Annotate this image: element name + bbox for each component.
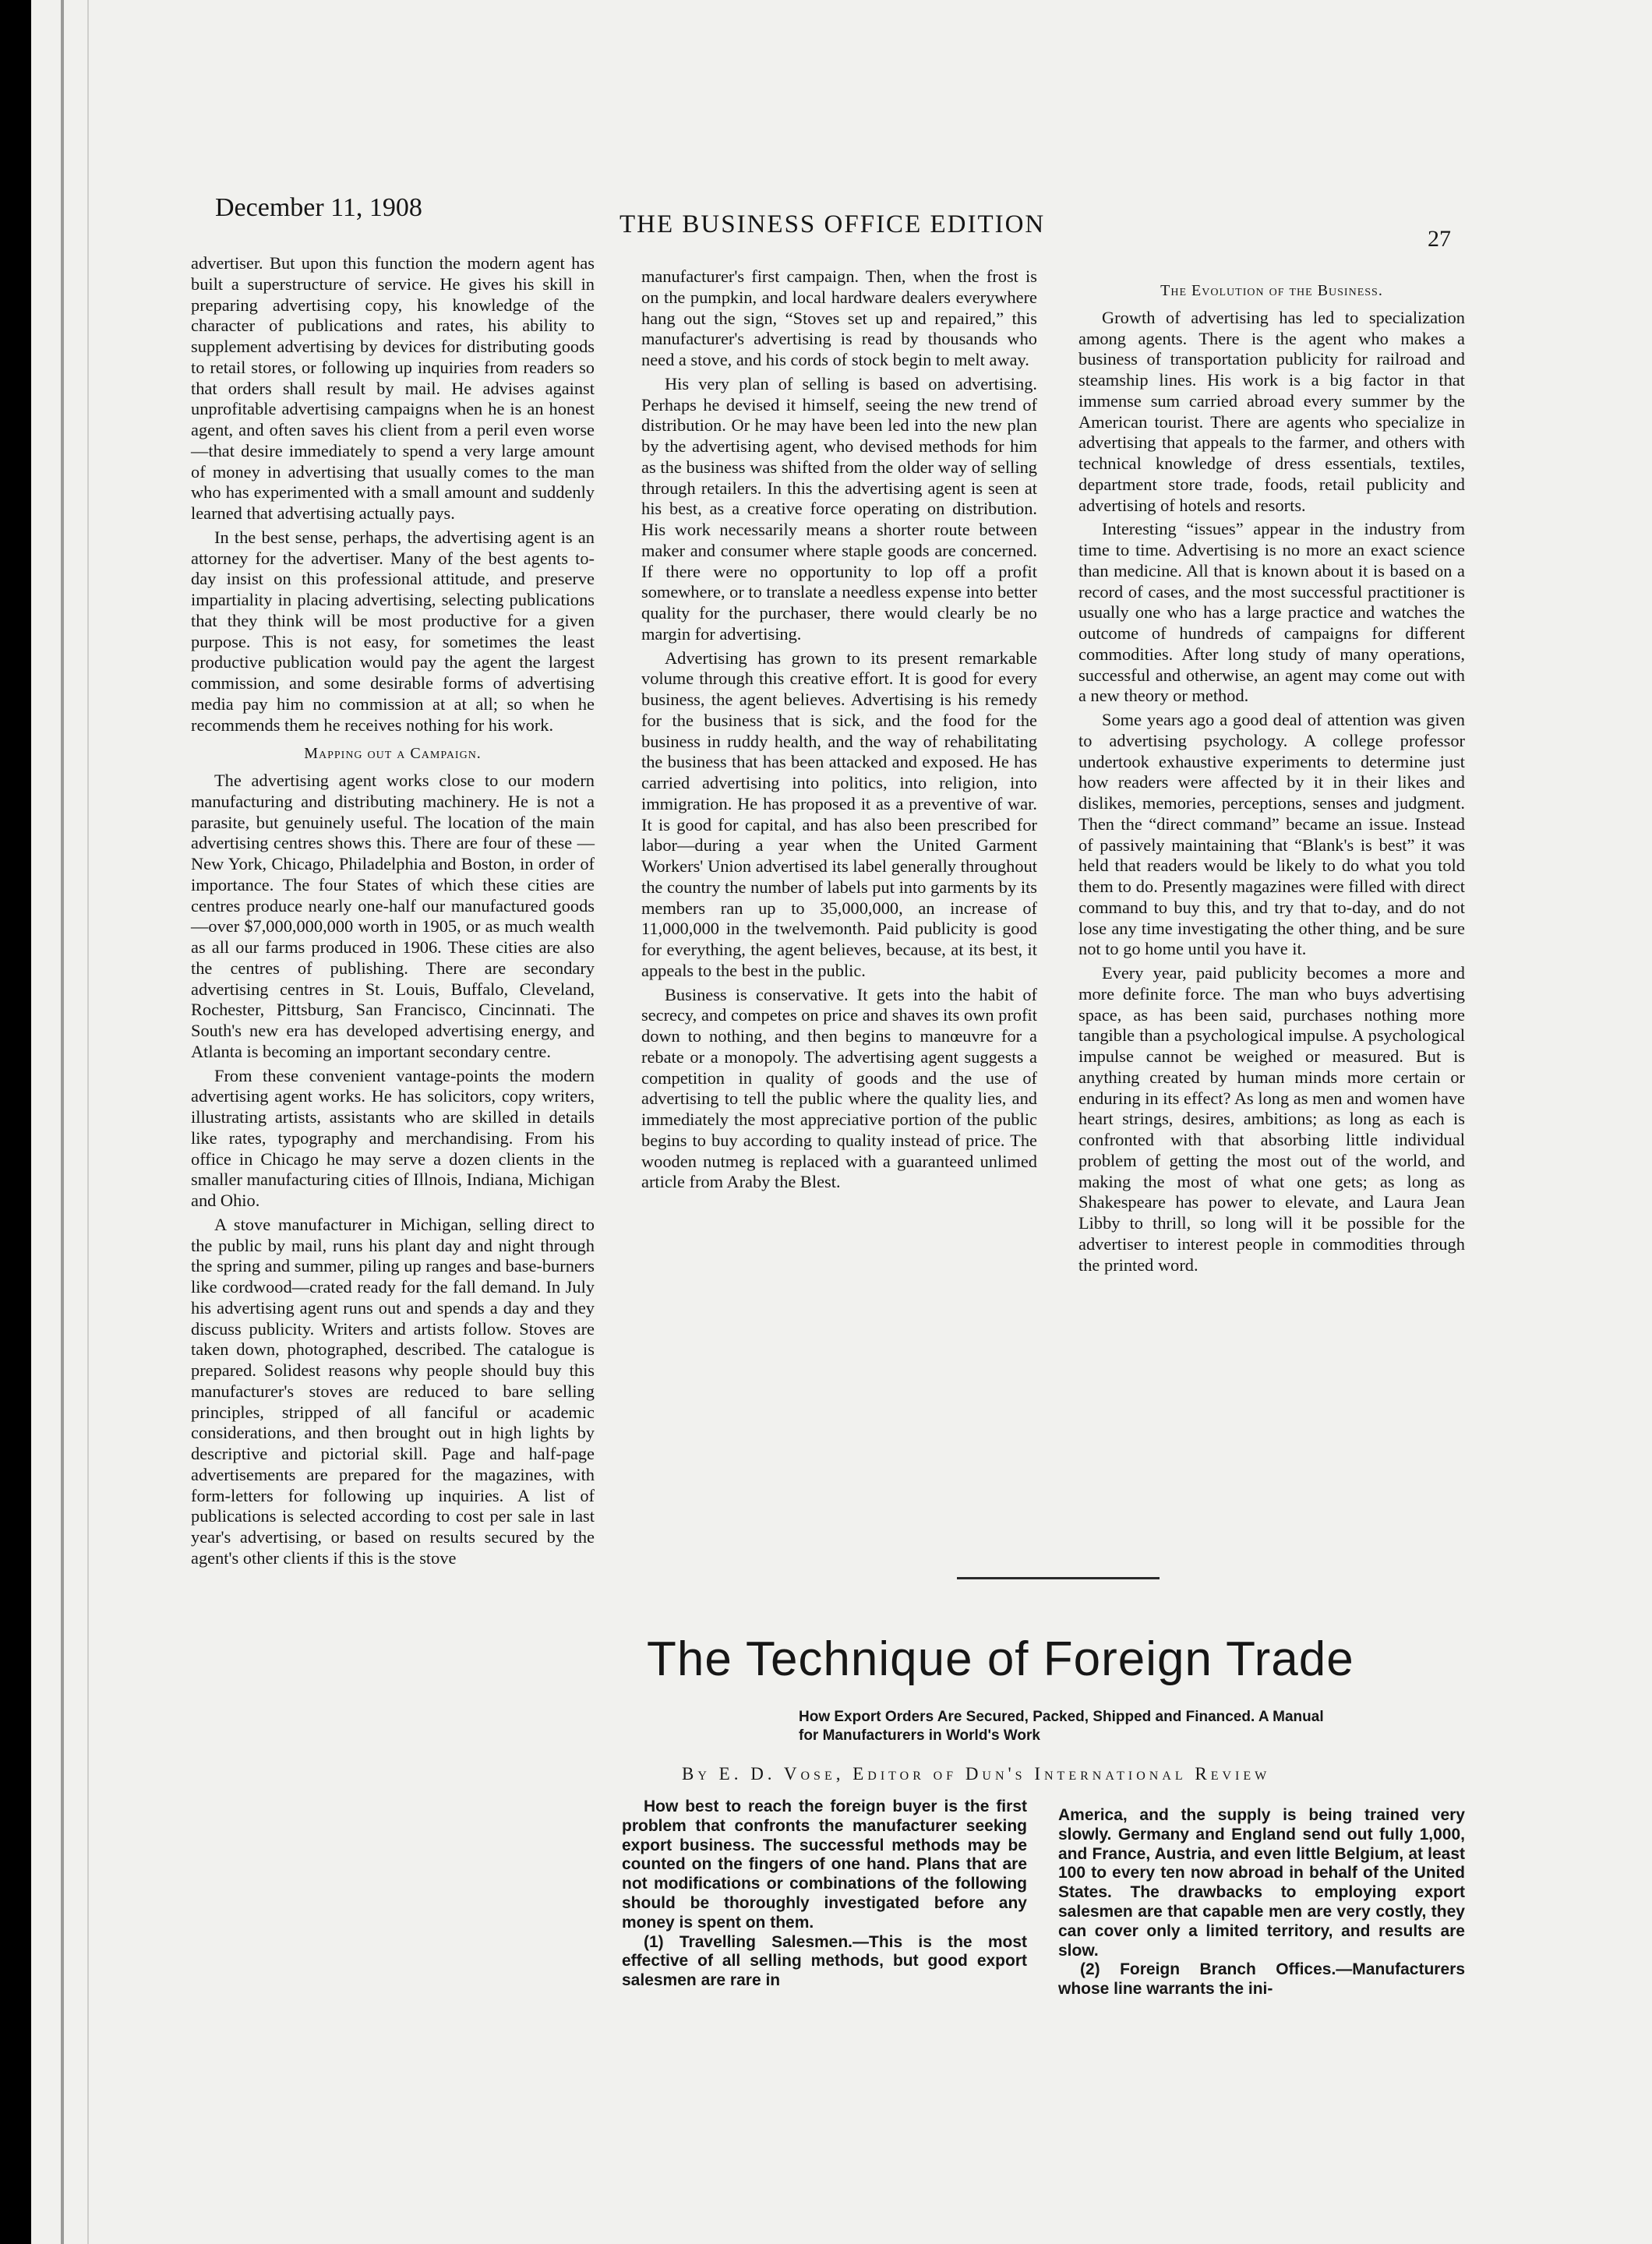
article-subtitle: How Export Orders Are Secured, Packed, Shipped and Financed. A Manual for Manufacturers in World's Work [799, 1709, 1324, 1744]
column-1 [191, 253, 595, 1569]
article-title: The Technique of Foreign Trade [647, 1632, 1354, 1686]
binding-crease [61, 0, 64, 2244]
paragraph: Interesting “issues” appear in the industry from time to time. Advertising is no more an exact science than medicine. All that is known about it is based on a record of cases, and the most successful practitioner is usually one who has a large practice and watches the outcome of hundreds of campaigns for different commodities. After long study of many operations, successful and otherwise, an agent may come out with a new theory or method. [1078, 519, 1465, 706]
paragraph: (1) Travelling Salesmen.—This is the most effective of all selling methods, but good export salesmen are rare in [622, 1932, 1027, 1990]
page-number: 27 [1428, 226, 1451, 252]
paragraph: manufacturer's first campaign. Then, when the frost is on the pumpkin, and local hardware dealers everywhere hang out the sign, “Stoves set up and repaired,” this manufacturer's advertising is read by thousands who need a stove, and his cords of stock begin to melt away. [641, 266, 1037, 369]
paragraph: Growth of advertising has led to specialization among agents. There is the agent who makes a business of transportation publicity for railroad and steamship lines. His work is a big factor in that immense sum carried abroad every summer by the American tourist. There are agents who specialize in advertising that appeals to the farmer, and others with technical knowledge of dress essentials, textiles, department store trade, foods, retail publicity and advertising of hotels and resorts. [1078, 307, 1465, 515]
column-2 [641, 266, 1037, 1193]
article-column-2 [1058, 1806, 1465, 1999]
article-column-1 [622, 1798, 1027, 1991]
paragraph: Some years ago a good deal of attention was given to advertising psychology. A college professor undertook exhaustive experiments to determine just how readers were affected by it in their likes and dislikes, memories, perceptions, senses and judgment. Then the “direct command” became an issue. Instead of passively maintaining that “Blank's is best” it was held that readers would be likely to do what you told them to do. Presently magazines were filled with direct command to buy this, and try that to-day, and do not lose any time investigating the other thing, and be sure not to go home until you have it. [1078, 710, 1465, 959]
section-divider [957, 1577, 1160, 1579]
binding-shadow [87, 0, 89, 2244]
paragraph: Every year, paid publicity becomes a more and more definite force. The man who buys advertising space, as has been said, purchases nothing more tangible than a psychological impulse. A psychological impulse cannot be weighed or measured. But is anything created by human minds more certain or enduring in its effect? As long as men and women have heart strings, desires, ambitions; as long as each is confronted with that absorbing little individual problem of getting the most out of the world, and making the most of what one gets; as long as Shakespeare has power to elevate, and Laura Jean Libby to thrill, so long will it be possible for the advertiser to interest people in commodities through the printed word. [1078, 963, 1465, 1275]
paragraph: Business is conservative. It gets into the habit of secrecy, and competes on price and shaves its own profit down to nothing, and then begins to manœuvre for a rebate or a monopoly. The advertising agent suggests a competition in quality of goods and the use of advertising to tell the public where the quality lies, and immediately the most appreciative portion of the public begins to buy according to quality instead of price. The wooden nutmeg is replaced with a guaranteed unlimed article from Araby the Blest. [641, 984, 1037, 1192]
paragraph: The advertising agent works close to our modern manufacturing and distributing machinery. He is not a parasite, but genuinely useful. The location of the main advertising centres shows this. There are four of these —New York, Chicago, Philadelphia and Boston, in order of importance. The four States of which these cities are centres produce nearly one-half our manufactured goods —over $7,000,000,000 worth in 1905, or as much wealth as all our farms produced in 1906. These cities are also the centres of publishing. There are secondary advertising centres in St. Louis, Buffalo, Cleveland, Rochester, Pittsburg, San Francisco, Cincinnati. The South's new era has developed advertising energy, and Atlanta is becoming an important secondary centre. [191, 771, 595, 1061]
scanned-page [31, 0, 1652, 2244]
paragraph: advertiser. But upon this function the modern agent has built a superstructure of service. He gives his skill in preparing advertising copy, his knowledge of the character of publications and rates, his ability to supplement advertising by devices for distributing goods to retail stores, or following up inquiries from readers so that orders shall result by mail. He advises against unprofitable advertising campaigns when he is an honest agent, and often saves his client from a peril even worse—that desire immediately to spend a very large amount of money in advertising that usually comes to the man who has experimented with a small amount and suddenly learned that advertising actually pays. [191, 253, 595, 523]
paragraph: From these convenient vantage-points the modern advertising agent works. He has solicitors, copy writers, illustrating artists, assistants who are skilled in details like rates, typography and merchandising. From his office in Chicago he may serve a dozen clients in the smaller manufacturing cities of Illnois, Indiana, Michigan and Ohio. [191, 1065, 595, 1210]
header-publication: THE BUSINESS OFFICE EDITION [620, 210, 1046, 238]
paragraph: (2) Foreign Branch Offices.—Manufacturers whose line warrants the ini- [1058, 1960, 1465, 1999]
header-date: December 11, 1908 [215, 193, 422, 222]
paragraph: America, and the supply is being trained very slowly. Germany and England send out fully 1,000, and France, Austria, and even little Belgium, at least 100 to every ten now abroad in behalf of the United States. The drawbacks to employing export salesmen are that capable men are very costly, they can cover only a limited territory, and results are slow. [1058, 1806, 1465, 1960]
paragraph: A stove manufacturer in Michigan, selling direct to the public by mail, runs his plant day and night through the spring and summer, piling up ranges and base-burners like cordwood—crated ready for the fall demand. In July his advertising agent runs out and spends a day and they discuss publicity. Writers and artists follow. Stoves are taken down, photographed, described. The catalogue is prepared. Solidest reasons why people should buy this manufacturer's stoves are reduced to bare selling principles, stripped of all fanciful or academic considerations, and then brought out in high lights by descriptive and pictorial skill. Page and half-page advertisements are prepared for the magazines, with form-letters for following up inquiries. A list of publications is selected according to cost per sale in last year's advertising, or based on results secured by the agent's other clients if this is the stove [191, 1214, 595, 1568]
paragraph: In the best sense, perhaps, the advertising agent is an attorney for the advertiser. Many of the best agents to-day insist on this professional attitude, and preserve impartiality in placing advertising, selecting publications that they think will be most productive for a given purpose. This is not easy, for sometimes the least productive publication would pay the agent the largest commission, and some desirable forms of advertising media pay him no commission at at all; so when he recommends them he receives nothing for his work. [191, 527, 595, 735]
paragraph: How best to reach the foreign buyer is the first problem that confronts the manufacturer seeking export business. The successful methods may be counted on the fingers of one hand. Plans that are not modifications or combinations of the following should be thoroughly investigated before any money is spent on them. [622, 1798, 1027, 1932]
column-3 [1078, 280, 1465, 1275]
paragraph: Advertising has grown to its present remarkable volume through this creative effort. It is good for every business, the agent believes. Advertising is his remedy for the business that is sick, and the food for the business in ruddy health, and the way of rehabilitating the business that has been attacked and exposed. He has carried advertising into politics, into religion, into immigration. He has proposed it as a preventive of war. It is good for capital, and has also been prescribed for labor—during a year when the United Garment Workers' Union advertised its label generally throughout the country the number of labels put into garments by its members ran up to 35,000,000, an increase of 11,000,000 in the twelvemonth. Paid publicity is good for everything, the agent believes, because, at its best, it appeals to the best in the public. [641, 647, 1037, 980]
subheading: Mapping out a Campaign. [304, 745, 482, 763]
article-byline: By E. D. Vose, Editor of Dun's International Review [682, 1764, 1271, 1784]
paragraph: His very plan of selling is based on advertising. Perhaps he devised it himself, seeing the new trend of distribution. Or he may have been led into the new plan by the advertising agent, who devised methods for him as the business was shifted from the older way of selling through retailers. In this the advertising agent is seen at his best, as a creative force operating on distribution. His work necessarily means a shorter route between maker and consumer where staple goods are concerned. If there were no opportunity to lop off a profit somewhere, or to translate a needless expense into better quality for the purchaser, there would clearly be no margin for advertising. [641, 373, 1037, 644]
subheading: The Evolution of the Business. [1160, 282, 1383, 299]
